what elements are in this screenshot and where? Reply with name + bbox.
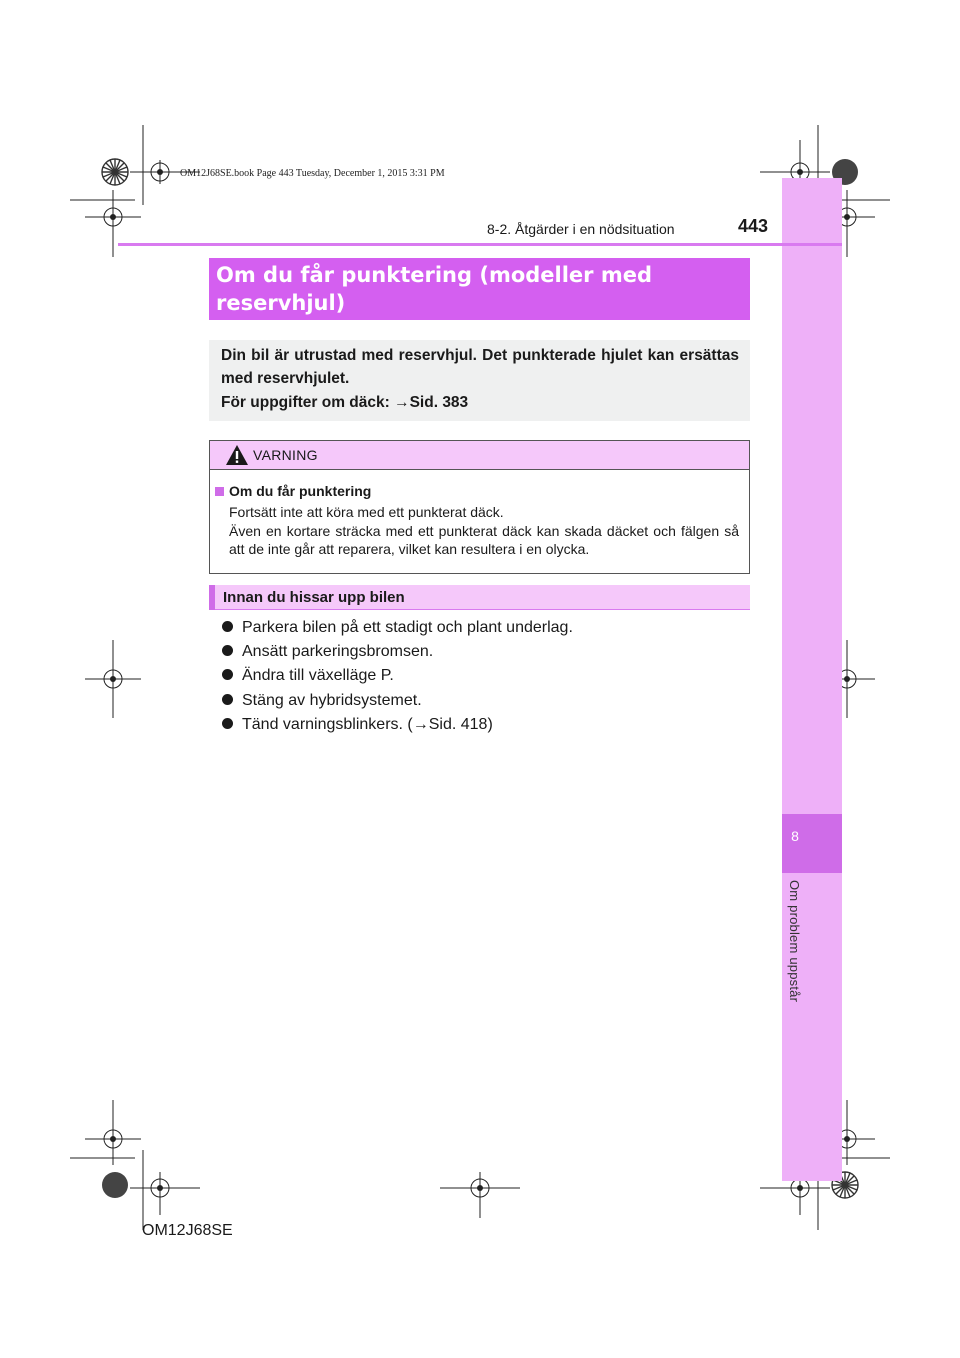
square-bullet-icon xyxy=(215,487,224,496)
subsection-heading: Innan du hissar upp bilen xyxy=(223,589,405,606)
warning-triangle-icon xyxy=(225,444,249,466)
bullet-icon xyxy=(222,718,233,729)
header-rule xyxy=(118,243,842,246)
intro-paragraph: Din bil är utrustad med reservhjul. Det punkterade hjulet kan ersättas med reservhjulet. xyxy=(221,347,739,387)
warning-label: VARNING xyxy=(253,447,318,463)
bullet-icon xyxy=(222,669,233,680)
warning-line-2: Även en kortare sträcka med ett punkterat däck kan skada däcket och fälgen så att de inte går att reparera, vilket kan resultera i en olycka. xyxy=(229,523,739,557)
section-title: 8-2. Åtgärder i en nödsituation xyxy=(487,221,675,237)
bullet-list xyxy=(222,616,573,737)
print-info: OM12J68SE.book Page 443 Tuesday, December 1, 2015 3:31 PM xyxy=(180,168,445,179)
subsection-accent xyxy=(209,585,215,610)
bullet-icon xyxy=(222,645,233,656)
bullet-icon xyxy=(222,621,233,632)
warning-subheading: Om du får punktering xyxy=(229,483,372,499)
intro-reference: För uppgifter om däck: →Sid. 383 xyxy=(221,394,469,411)
footer-code: OM12J68SE xyxy=(142,1222,233,1239)
chapter-number: 8 xyxy=(791,828,799,844)
bullet-icon xyxy=(222,694,233,705)
list-item: Ansätt parkeringsbromsen. xyxy=(222,640,573,664)
chapter-side-tab xyxy=(782,178,842,1181)
list-item: Tänd varningsblinkers. (→Sid. 418) xyxy=(222,713,573,737)
list-item: Stäng av hybridsystemet. xyxy=(222,689,573,713)
list-item: Ändra till växelläge P. xyxy=(222,664,573,688)
page-title: Om du får punktering (modeller med reservhjul) xyxy=(216,263,652,315)
chapter-label: Om problem uppstår xyxy=(787,880,802,1003)
list-item: Parkera bilen på ett stadigt och plant underlag. xyxy=(222,616,573,640)
warning-line-1: Fortsätt inte att köra med ett punkterat däck. xyxy=(229,504,504,520)
page-number: 443 xyxy=(738,216,769,236)
